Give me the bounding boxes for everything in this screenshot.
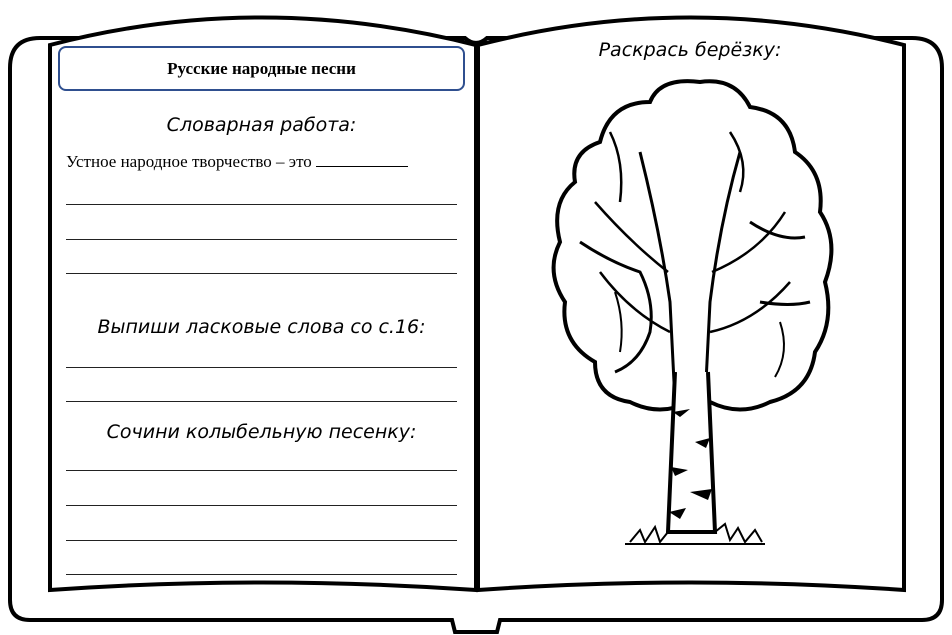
answer-line[interactable] (66, 540, 457, 541)
birch-tree-illustration[interactable] (540, 72, 840, 552)
answer-line[interactable] (66, 574, 457, 575)
answer-line[interactable] (66, 401, 457, 402)
answer-line[interactable] (66, 505, 457, 506)
answer-line[interactable] (66, 204, 457, 205)
answer-blank[interactable] (316, 152, 408, 167)
answer-line[interactable] (66, 470, 457, 471)
coloring-heading: Раскрась берёзку: (598, 39, 782, 61)
answer-line[interactable] (66, 273, 457, 274)
vocabulary-heading: Словарная работа: (166, 114, 357, 136)
definition-prompt (66, 152, 408, 172)
answer-line[interactable] (66, 367, 457, 368)
page-title: Русские народные песни (58, 46, 465, 91)
affectionate-words-heading: Выпиши ласковые слова со с.16: (97, 316, 426, 338)
definition-prompt-text: Устное народное творчество – это (66, 152, 312, 171)
answer-line[interactable] (66, 239, 457, 240)
lullaby-heading: Сочини колыбельную песенку: (106, 421, 417, 443)
